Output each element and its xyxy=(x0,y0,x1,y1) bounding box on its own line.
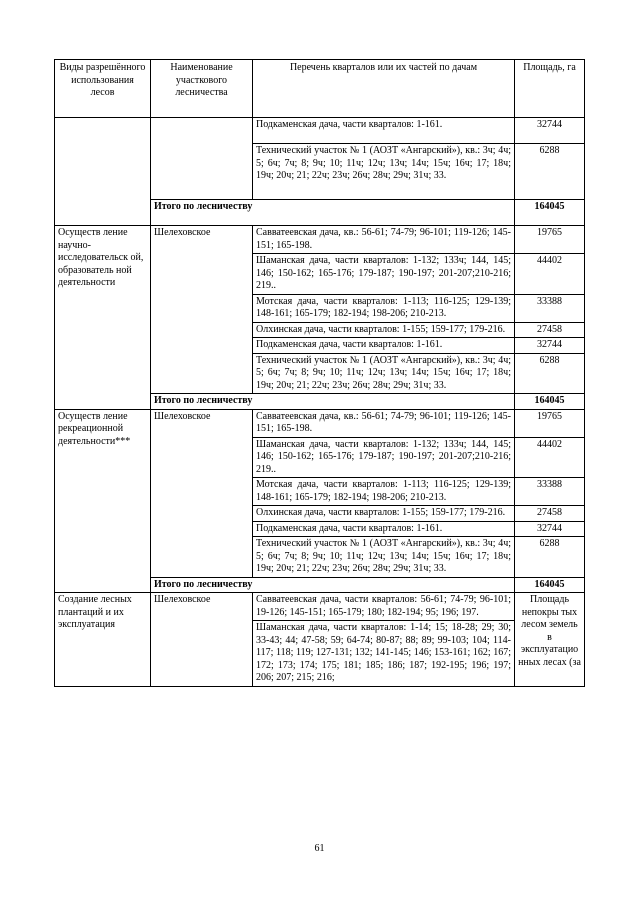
quarters-cell: Технический участок № 1 (АОЗТ «Ангарский»), кв.: 3ч; 4ч; 5; 6ч; 7ч; 8; 9ч; 10; 11ч; 12ч; 13ч; 14ч; 15ч; 16ч; 17; 18ч; 19ч; 20ч; 21; 22ч; 23ч; 26ч; 28ч; 29ч; 31ч; 33. xyxy=(253,537,515,578)
quarters-cell: Савватеевская дача, кв.: 56-61; 74-79; 96-101; 119-126; 145-151; 165-198. xyxy=(253,409,515,437)
area-cell: 32744 xyxy=(515,118,585,144)
page-number: 61 xyxy=(314,843,325,854)
quarters-cell: Шаманская дача, части кварталов: 1-132; 133ч; 144, 145; 146; 150-162; 165-176; 179-187; 190-197; 201-207;210-216; 219.. xyxy=(253,254,515,295)
area-cell: 32744 xyxy=(515,521,585,537)
table-row xyxy=(55,118,585,144)
area-cell: 27458 xyxy=(515,322,585,338)
total-value: 164045 xyxy=(515,394,585,410)
header-quarters-list: Перечень кварталов или их частей по дачам xyxy=(253,60,515,118)
total-label: Итого по лесничеству xyxy=(151,200,515,226)
table-row xyxy=(55,226,585,254)
area-cell: 6288 xyxy=(515,353,585,394)
quarters-cell: Подкаменская дача, части кварталов: 1-161. xyxy=(253,521,515,537)
area-cell: 6288 xyxy=(515,537,585,578)
area-cell: 44402 xyxy=(515,437,585,478)
quarters-cell: Мотская дача, части кварталов: 1-113; 116-125; 129-139; 148-161; 165-179; 182-194; 198-206; 210-213. xyxy=(253,478,515,506)
area-cell: 33388 xyxy=(515,478,585,506)
area-note-cell: Площадь непокры тых лесом земель в эксплуатацио нных лесах (за xyxy=(515,593,585,687)
total-value: 164045 xyxy=(515,577,585,593)
use-type-cell: Создание лесных плантаций и их эксплуатация xyxy=(55,593,151,687)
quarters-cell: Савватеевская дача, кв.: 56-61; 74-79; 96-101; 119-126; 145-151; 165-198. xyxy=(253,226,515,254)
total-label: Итого по лесничеству xyxy=(151,394,515,410)
area-cell: 19765 xyxy=(515,226,585,254)
area-cell: 6288 xyxy=(515,144,585,200)
area-cell: 32744 xyxy=(515,338,585,354)
quarters-cell: Савватеевская дача, части кварталов: 56-61; 74-79; 96-101; 19-126; 145-151; 165-179; 180; 182-194; 95; 196; 197. xyxy=(253,593,515,621)
quarters-cell: Шаманская дача, части кварталов: 1-14; 15; 18-28; 29; 30; 33-43; 44; 47-58; 59; 64-74; 80-87; 88; 89; 99-103; 104; 114-117; 118; 119; 127-131; 132; 141-145; 146; 153-161; 162; 167; 172; 173; 174; 175; 181; 185; 186; 187; 192-195; 196; 197; 206; 207; 215; 216; xyxy=(253,621,515,687)
header-use-types: Виды разрешённого использования лесов xyxy=(55,60,151,118)
quarters-cell: Олхинская дача, части кварталов: 1-155; 159-177; 179-216. xyxy=(253,506,515,522)
forestry-cell: Шелеховское xyxy=(151,593,253,687)
quarters-cell: Подкаменская дача, части кварталов: 1-161. xyxy=(253,118,515,144)
area-cell: 33388 xyxy=(515,294,585,322)
quarters-cell: Технический участок № 1 (АОЗТ «Ангарский»), кв.: 3ч; 4ч; 5; 6ч; 7ч; 8; 9ч; 10; 11ч; 12ч; 13ч; 14ч; 15ч; 16ч; 17; 18ч; 19ч; 20ч; 21; 22ч; 23ч; 26ч; 28ч; 29ч; 31ч; 33. xyxy=(253,144,515,200)
quarters-cell: Мотская дача, части кварталов: 1-113; 116-125; 129-139; 148-161; 165-179; 182-194; 198-206; 210-213. xyxy=(253,294,515,322)
area-cell: 44402 xyxy=(515,254,585,295)
area-cell: 27458 xyxy=(515,506,585,522)
forestry-cell: Шелеховское xyxy=(151,226,253,394)
quarters-cell: Шаманская дача, части кварталов: 1-132; 133ч; 144, 145; 146; 150-162; 165-176; 179-187; 190-197; 201-207;210-216; 219.. xyxy=(253,437,515,478)
table-header-row xyxy=(55,60,585,118)
forestry-cell xyxy=(151,118,253,200)
header-area: Площадь, га xyxy=(515,60,585,118)
use-type-cell xyxy=(55,118,151,226)
area-cell: 19765 xyxy=(515,409,585,437)
quarters-cell: Подкаменская дача, части кварталов: 1-161. xyxy=(253,338,515,354)
table-row xyxy=(55,593,585,621)
use-type-cell: Осуществ ление научно-исследовательск ой, образователь ной деятельности xyxy=(55,226,151,410)
forestry-cell: Шелеховское xyxy=(151,409,253,577)
quarters-cell: Технический участок № 1 (АОЗТ «Ангарский»), кв.: 3ч; 4ч; 5; 6ч; 7ч; 8; 9ч; 10; 11ч; 12ч; 13ч; 14ч; 15ч; 16ч; 17; 18ч; 19ч; 20ч; 21; 22ч; 23ч; 26ч; 28ч; 29ч; 31ч; 33. xyxy=(253,353,515,394)
quarters-cell: Олхинская дача, части кварталов: 1-155; 159-177; 179-216. xyxy=(253,322,515,338)
header-forestry-name: Наименование участкового лесничества xyxy=(151,60,253,118)
table-row xyxy=(55,409,585,437)
use-type-cell: Осуществ ление рекреационной деятельности*** xyxy=(55,409,151,593)
total-label: Итого по лесничеству xyxy=(151,577,515,593)
total-value: 164045 xyxy=(515,200,585,226)
forest-use-table xyxy=(54,59,585,687)
